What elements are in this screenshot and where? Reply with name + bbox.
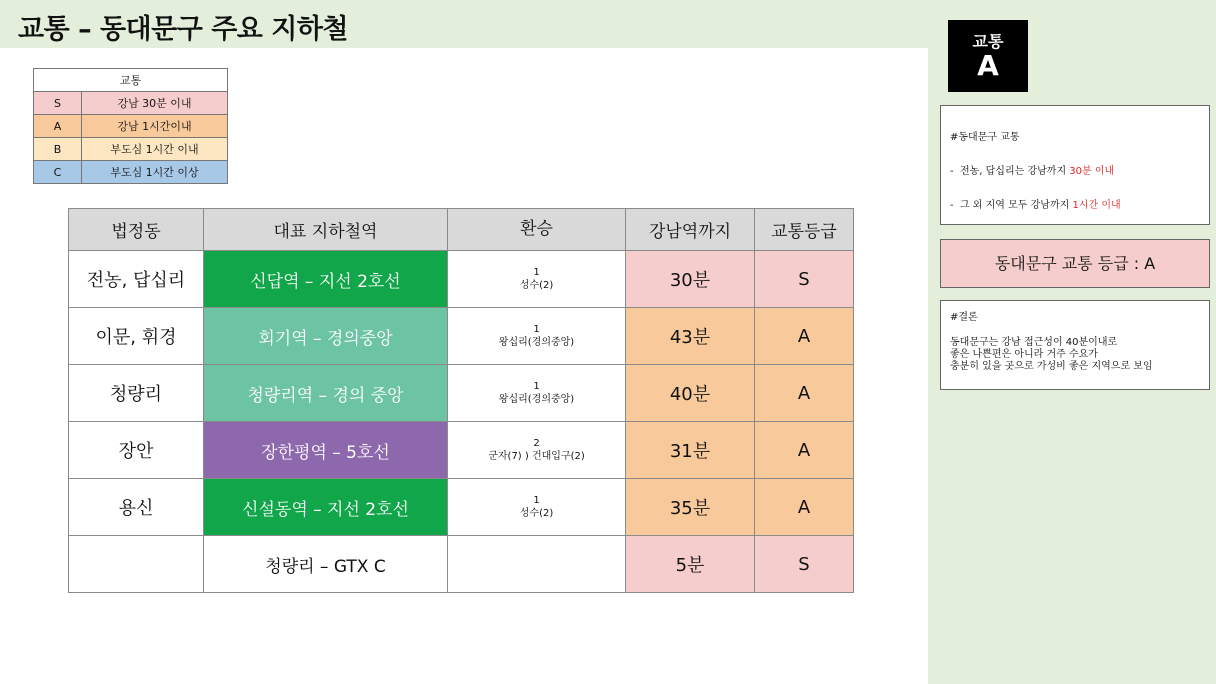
cell-station: 신답역 – 지선 2호선 <box>204 251 448 308</box>
conclusion-box <box>940 300 1210 390</box>
grade-result-box: 동대문구 교통 등급 : A <box>940 239 1210 288</box>
cell-dong: 전농, 답십리 <box>69 251 204 308</box>
subway-table <box>68 208 854 593</box>
conclusion-line: 동대문구는 강남 접근성이 40분이내로 <box>950 337 1118 348</box>
legend-desc: 강남 1시간이내 <box>82 115 228 138</box>
cell-time: 30분 <box>626 251 755 308</box>
legend-grade: C <box>34 161 82 184</box>
cell-dong: 용신 <box>69 479 204 536</box>
conclusion-line: 좋은 나쁜편은 아니라 거주 수요가 <box>950 349 1098 360</box>
cell-grade: S <box>755 251 854 308</box>
table-row <box>69 251 854 308</box>
transfer-count: 1 <box>533 267 540 278</box>
badge-label: 교통 <box>972 32 1004 51</box>
table-row <box>69 422 854 479</box>
cell-transfer <box>448 251 626 308</box>
transfer-count: 2 <box>533 438 540 449</box>
cell-grade: A <box>755 479 854 536</box>
cell-station: 장한평역 – 5호선 <box>204 422 448 479</box>
summary-box <box>940 105 1210 225</box>
cell-time: 35분 <box>626 479 755 536</box>
legend-row <box>34 92 228 115</box>
cell-station: 청량리 – GTX C <box>204 536 448 593</box>
cell-time: 40분 <box>626 365 755 422</box>
cell-time: 43분 <box>626 308 755 365</box>
conclusion-heading: #결론 <box>950 312 978 323</box>
transfer-detail: 왕십리(경의중앙) <box>498 394 575 405</box>
legend-desc: 강남 30분 이내 <box>82 92 228 115</box>
transfer-detail: 군자(7) ) 건대입구(2) <box>488 451 585 462</box>
cell-grade: A <box>755 365 854 422</box>
summary-highlight: 1시간 이내 <box>1072 200 1121 211</box>
cell-transfer <box>448 536 626 593</box>
cell-dong: 장안 <box>69 422 204 479</box>
cell-dong: 청량리 <box>69 365 204 422</box>
cell-transfer <box>448 479 626 536</box>
cell-time: 5분 <box>626 536 755 593</box>
cell-grade: S <box>755 536 854 593</box>
grade-badge <box>948 20 1028 92</box>
badge-grade: A <box>977 49 999 82</box>
transfer-detail: 성수(2) <box>519 280 554 291</box>
conclusion-text <box>950 337 1200 373</box>
header-transfer: 환승 <box>448 209 626 251</box>
legend-row <box>34 161 228 184</box>
legend-grade: B <box>34 138 82 161</box>
cell-time: 31분 <box>626 422 755 479</box>
transfer-detail: 왕십리(경의중앙) <box>498 337 575 348</box>
table-row <box>69 479 854 536</box>
header-station: 대표 지하철역 <box>204 209 448 251</box>
transfer-count: 1 <box>533 495 540 506</box>
transfer-count: 1 <box>533 324 540 335</box>
table-row <box>69 536 854 593</box>
summary-highlight: 30분 이내 <box>1069 166 1115 177</box>
header-time: 강남역까지 <box>626 209 755 251</box>
cell-dong: 이문, 휘경 <box>69 308 204 365</box>
legend-row <box>34 115 228 138</box>
grade-legend <box>33 68 228 184</box>
cell-transfer <box>448 365 626 422</box>
table-header-row <box>69 209 854 251</box>
cell-transfer <box>448 308 626 365</box>
cell-station: 청량리역 – 경의 중앙 <box>204 365 448 422</box>
legend-row <box>34 138 228 161</box>
summary-text: - 전농, 답십리는 강남까지 <box>950 166 1070 177</box>
cell-station: 회기역 – 경의중앙 <box>204 308 448 365</box>
summary-heading: #동대문구 교통 <box>950 132 1020 143</box>
table-row <box>69 365 854 422</box>
legend-grade: A <box>34 115 82 138</box>
legend-grade: S <box>34 92 82 115</box>
summary-line <box>950 162 1200 177</box>
transfer-detail: 성수(2) <box>519 508 554 519</box>
summary-line <box>950 196 1200 211</box>
legend-header: 교통 <box>34 69 228 92</box>
table-row <box>69 308 854 365</box>
header-dong: 법정동 <box>69 209 204 251</box>
legend-desc: 부도심 1시간 이상 <box>82 161 228 184</box>
cell-dong <box>69 536 204 593</box>
cell-grade: A <box>755 422 854 479</box>
summary-text: - 그 외 지역 모두 강남까지 <box>950 200 1073 211</box>
header-grade: 교통등급 <box>755 209 854 251</box>
cell-grade: A <box>755 308 854 365</box>
legend-desc: 부도심 1시간 이내 <box>82 138 228 161</box>
cell-station: 신설동역 – 지선 2호선 <box>204 479 448 536</box>
page-title: 교통 – 동대문구 주요 지하철 <box>18 14 349 45</box>
transfer-count: 1 <box>533 381 540 392</box>
cell-transfer <box>448 422 626 479</box>
conclusion-line: 충분히 있을 곳으로 가성비 좋은 지역으로 보임 <box>950 361 1153 372</box>
